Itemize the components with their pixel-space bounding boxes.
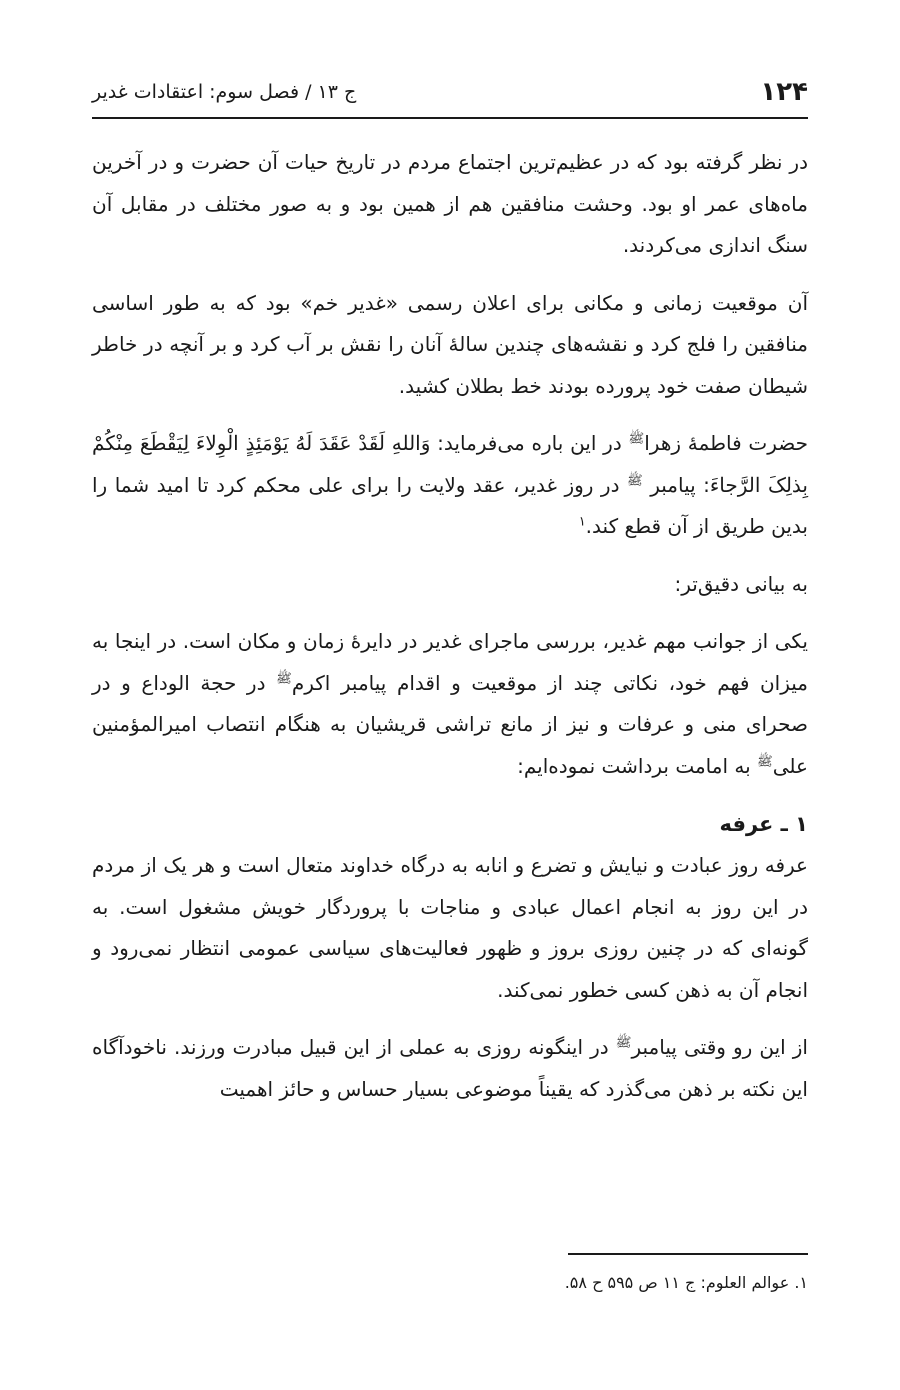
paragraph: در نظر گرفته بود که در عظیم‌ترین اجتماع مردم در تاریخ حیات آن حضرت و در آخرین ماه‌های عمر او بود. وحشت منافقین هم از همین بود و به صور مختلف در مقابل آن سنگ اندازی می‌کردند. [92,150,808,257]
body-text [92,142,808,1110]
paragraph [92,1027,808,1110]
section-heading: ۱ ـ عرفه [719,812,808,836]
page-number: ۱۲۴ [760,77,808,107]
salutation-mark: ﷺ [615,1035,632,1051]
paragraph-text: در این باره می‌فرماید: [430,431,629,455]
paragraph-text: به امامت برداشت نموده‌ایم: [517,753,758,778]
salutation-mark: ﷺ [276,670,292,686]
arabic-quote: وَاللهِ لَقَدْ عَقَدَ لَهُ یَوْمَئِذٍ الْوِلاءَ لِیَقْطَعَ مِنْکُمْ بِذلِکَ الرَّجاءَ [92,431,808,497]
paragraph: به بیانی دقیق‌تر: [674,571,808,596]
paragraph-with-quote [92,423,808,548]
footnote-reference[interactable]: ۱ [578,514,586,530]
footnote: ۱. عوالم العلوم: ج ۱۱ ص ۵۹۵ ح ۵۸. [564,1273,808,1292]
paragraph-text: در روز غدیر، عقد ولایت را برای علی محکم کرد تا امید شما را بدین طریق از آن قطع کند. [92,472,808,538]
paragraph-text: در حجة الوداع و در صحرای منی و عرفات و نیز از مانع تراشی قریشیان به هنگام انتصاب امیرالمؤمنین علی [92,670,808,778]
footnote-rule [568,1253,808,1255]
header-rule [92,117,808,119]
running-header [92,70,808,114]
paragraph-text: حضرت فاطمهٔ زهرا [644,431,808,455]
running-header-title: ج ۱۳ / فصل سوم: اعتقادات غدیر [92,81,357,103]
paragraph-text: در اینگونه روزی به عملی از این قبیل مبادرت ورزند. ناخودآگاه این نکته بر ذهن می‌گذرد که یقیناً موضوعی بسیار حساس و حائز اهمیت [92,1035,808,1101]
paragraph-text: : پیامبر [642,472,710,497]
salutation-mark: ﷺ [626,472,643,488]
paragraph [92,621,808,787]
paragraph: آن موقعیت زمانی و مکانی برای اعلان رسمی «غدیر خم» بود که به طور اساسی منافقین را فلج کرد و نقشه‌های چندین سالهٔ آنان را نقش بر آب کرد و بر آنچه در خاطر شیطان صفت خود پرورده بودند خط بطلان کشید. [92,290,808,398]
salutation-mark: ﷺ [628,431,645,447]
paragraph: عرفه روز عبادت و نیایش و تضرع و انابه به درگاه خداوند متعال است و هر یک از مردم در این روز به انجام اعمال عبادی و مناجات با پروردگار خویش مشغول است. به گونه‌ای که در چنین روزی بروز و ظهور فعالیت‌های سیاسی عمومی انتظار نمی‌رود و انجام آن به ذهن کسی خطور نمی‌کند. [92,853,808,1002]
salutation-mark: ﷺ [757,753,773,769]
paragraph-text: از این رو وقتی پیامبر [631,1035,808,1059]
paragraph-text: یکی از جوانب مهم غدیر، بررسی ماجرای غدیر در دایرهٔ زمان و مکان است. در اینجا به میزان فهم خود، نکاتی چند از موقعیت و اقدام پیامبر اکرم [92,629,808,695]
